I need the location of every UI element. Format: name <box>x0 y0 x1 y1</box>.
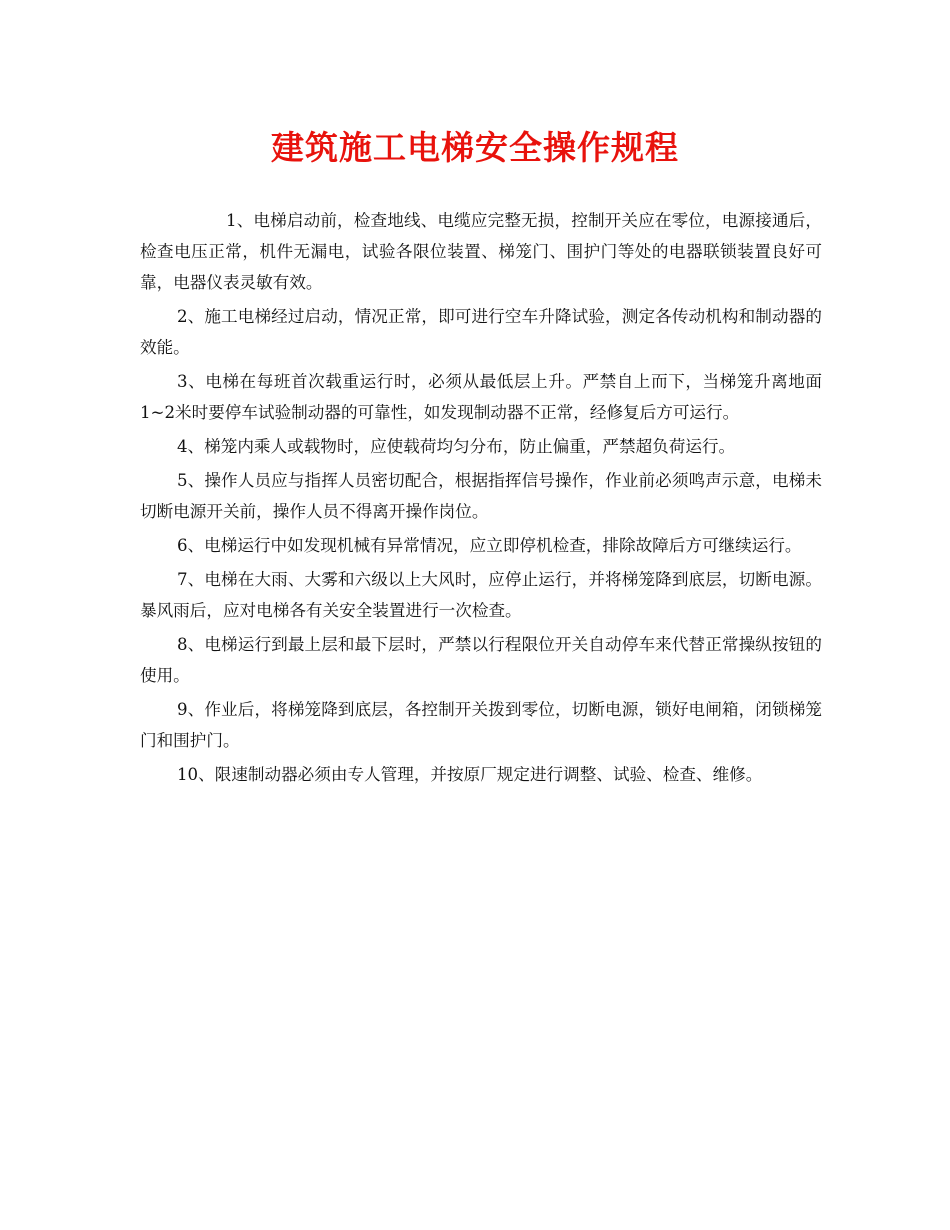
paragraph-7: 7、电梯在大雨、大雾和六级以上大风时，应停止运行，并将梯笼降到底层，切断电源。暴风雨后，应对电梯各有关安全装置进行一次检查。 <box>140 570 822 620</box>
paragraph-2: 2、施工电梯经过启动，情况正常，即可进行空车升降试验，测定各传动机构和制动器的效能。 <box>140 307 822 357</box>
paragraph-8: 8、电梯运行到最上层和最下层时，严禁以行程限位开关自动停车来代替正常操纵按钮的使用。 <box>140 635 822 685</box>
paragraph-1: 1、电梯启动前，检查地线、电缆应完整无损，控制开关应在零位，电源接通后，检查电压正常，机件无漏电，试验各限位装置、梯笼门、围护门等处的电器联锁装置良好可靠，电器仪表灵敏有效。 <box>140 211 822 292</box>
paragraph-5: 5、操作人员应与指挥人员密切配合，根据指挥信号操作，作业前必须鸣声示意，电梯未切断电源开关前，操作人员不得离开操作岗位。 <box>140 471 822 521</box>
paragraph-10: 10、限速制动器必须由专人管理，并按原厂规定进行调整、试验、检查、维修。 <box>177 765 763 784</box>
paragraph-9: 9、作业后，将梯笼降到底层，各控制开关拨到零位，切断电源，锁好电闸箱，闭锁梯笼门和围护门。 <box>140 700 822 750</box>
document-body <box>140 205 822 793</box>
paragraph-4: 4、梯笼内乘人或载物时，应使载荷均匀分布，防止偏重，严禁超负荷运行。 <box>177 437 736 456</box>
paragraph-6: 6、电梯运行中如发现机械有异常情况，应立即停机检查，排除故障后方可继续运行。 <box>177 536 802 555</box>
document-title: 建筑施工电梯安全操作规程 <box>271 128 679 167</box>
paragraph-3: 3、电梯在每班首次载重运行时，必须从最低层上升。严禁自上而下，当梯笼升离地面1~2米时要停车试验制动器的可靠性，如发现制动器不正常，经修复后方可运行。 <box>140 372 822 422</box>
